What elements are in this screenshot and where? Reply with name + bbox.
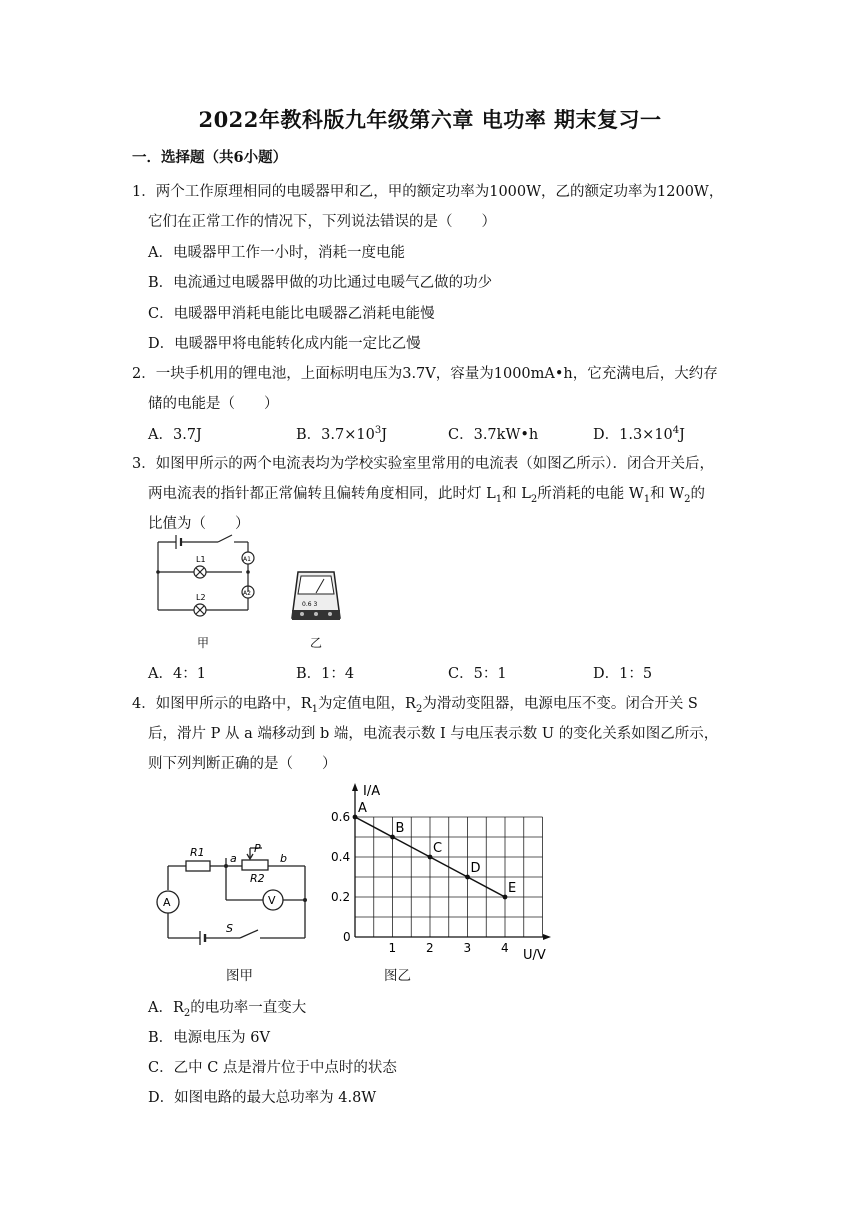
- q2-option-c[interactable]: C．3.7kW•h: [448, 427, 539, 443]
- q2-option-d[interactable]: D．$1.3\times 10^4J$: [593, 425, 685, 443]
- label-s: S: [226, 922, 233, 935]
- q4-fig-jia-caption: 图甲: [226, 968, 253, 984]
- point-b: [390, 835, 395, 840]
- ammeter-picture: [288, 568, 344, 624]
- x-tick-label: 1: [388, 941, 397, 955]
- label-r2: R2: [250, 872, 265, 885]
- q4-circuit-diagram: [150, 838, 315, 950]
- y-tick-label: 0.4: [331, 850, 351, 864]
- q3-fig-jia-caption: 甲: [197, 636, 210, 650]
- q3-stem-line1: 3．如图甲所示的两个电流表均为学校实验室里常用的电流表（如图乙所示）．闭合开关后，: [132, 456, 714, 472]
- x-tick-label: 2: [426, 941, 434, 955]
- label-l1: L1: [196, 555, 206, 564]
- chart-grid: [355, 817, 543, 937]
- q4-fig-yi-caption: 图乙: [384, 968, 411, 984]
- label-r1: R1: [190, 846, 205, 859]
- label-a2: A2: [243, 590, 251, 597]
- section-heading: 一．选择题（共6小题）: [132, 149, 288, 166]
- point-label-e: E: [508, 881, 517, 896]
- point-label-c: C: [433, 841, 443, 856]
- q3-option-a[interactable]: A．4：1: [148, 666, 206, 682]
- x-tick-label: 4: [501, 941, 509, 955]
- q3-option-c[interactable]: C．5：1: [448, 666, 507, 682]
- q1-stem-line1: 1．两个工作原理相同的电暖器甲和乙，甲的额定功率为1000W，乙的额定功率为1200W，: [132, 184, 724, 200]
- q1-option-c[interactable]: C．电暖器甲消耗电能比电暖器乙消耗电能慢: [148, 306, 435, 322]
- iu-graph: [325, 775, 560, 965]
- y-tick-label: 0.2: [331, 890, 351, 904]
- y-axis-label: I/A: [363, 784, 381, 799]
- point-c: [428, 855, 433, 860]
- q2-option-a[interactable]: A．3.7J: [148, 427, 202, 443]
- q4-option-c[interactable]: C．乙中 C 点是滑片位于中点时的状态: [148, 1060, 397, 1076]
- label-a-end: a: [230, 852, 237, 865]
- q3-option-d[interactable]: D．1：5: [593, 666, 653, 682]
- label-ammeter: A: [163, 896, 171, 909]
- q3-circuit-diagram: [148, 530, 268, 620]
- q1-stem-line2: 它们在正常工作的情况下，下列说法错误的是（ ）: [148, 214, 496, 230]
- q4-option-d[interactable]: D．如图电路的最大总功率为 4.8W: [148, 1090, 377, 1106]
- label-a1: A1: [243, 556, 251, 563]
- q3-option-b[interactable]: B．1：4: [296, 666, 355, 682]
- q1-option-a[interactable]: A．电暖器甲工作一小时，消耗一度电能: [148, 245, 405, 261]
- label-p: P: [254, 842, 261, 855]
- q4-option-a[interactable]: A．$R_2$的电功率一直变大: [148, 1000, 307, 1019]
- x-tick-label: 0: [343, 930, 351, 944]
- q4-stem-line2: 后，滑片 P 从 a 端移动到 b 端，电流表示数 I 与电压表示数 U 的变化关系如图乙所示，: [148, 726, 719, 742]
- y-axis-arrow: [352, 783, 358, 791]
- q3-stem-line2: 两电流表的指针都正常偏转且偏转角度相同，此时灯 $L_1$和 $L_2$所消耗的电能 $W_1$和 $W_2$的: [148, 486, 706, 505]
- point-label-a: A: [358, 801, 367, 816]
- q4-stem-line3: 则下列判断正确的是（ ）: [148, 756, 337, 772]
- q2-stem-line1: 2．一块手机用的锂电池，上面标明电压为3.7V，容量为1000mA•h，它充满电后，大约存: [132, 366, 718, 382]
- x-tick-label: 3: [463, 941, 472, 955]
- q2-option-b[interactable]: B．$3.7\times 10^3J$: [296, 425, 388, 443]
- y-tick-label: 0.6: [331, 810, 351, 824]
- q3-stem-line3: 比值为（ ）: [148, 516, 250, 532]
- q4-stem-line1: 4．如图甲所示的电路中，$R_1$为定值电阻，$R_2$为滑动变阻器，电源电压不变。闭合开关 S: [132, 696, 698, 715]
- x-axis-label: U/V: [523, 948, 546, 963]
- x-axis-arrow: [543, 934, 551, 940]
- q1-option-b[interactable]: B．电流通过电暖器甲做的功比通过电暖气乙做的功少: [148, 275, 493, 291]
- point-a: [353, 815, 358, 820]
- point-e: [503, 895, 508, 900]
- point-label-b: B: [395, 821, 405, 836]
- point-label-d: D: [470, 861, 481, 876]
- chart-marks: [353, 801, 517, 899]
- q2-stem-line2: 储的电能是（ ）: [148, 396, 279, 412]
- label-b-end: b: [280, 852, 287, 865]
- point-d: [465, 875, 470, 880]
- meter-scale-label: 0.6 3: [302, 601, 318, 608]
- label-voltmeter: V: [268, 894, 276, 907]
- q4-option-b[interactable]: B．电源电压为 6V: [148, 1030, 270, 1046]
- page-title: 2022年教科版九年级第六章 电功率 期末复习一: [198, 107, 662, 132]
- q1-option-d[interactable]: D．电暖器甲将电能转化成内能一定比乙慢: [148, 336, 421, 352]
- label-l2: L2: [196, 593, 206, 602]
- q3-fig-yi-caption: 乙: [310, 636, 323, 650]
